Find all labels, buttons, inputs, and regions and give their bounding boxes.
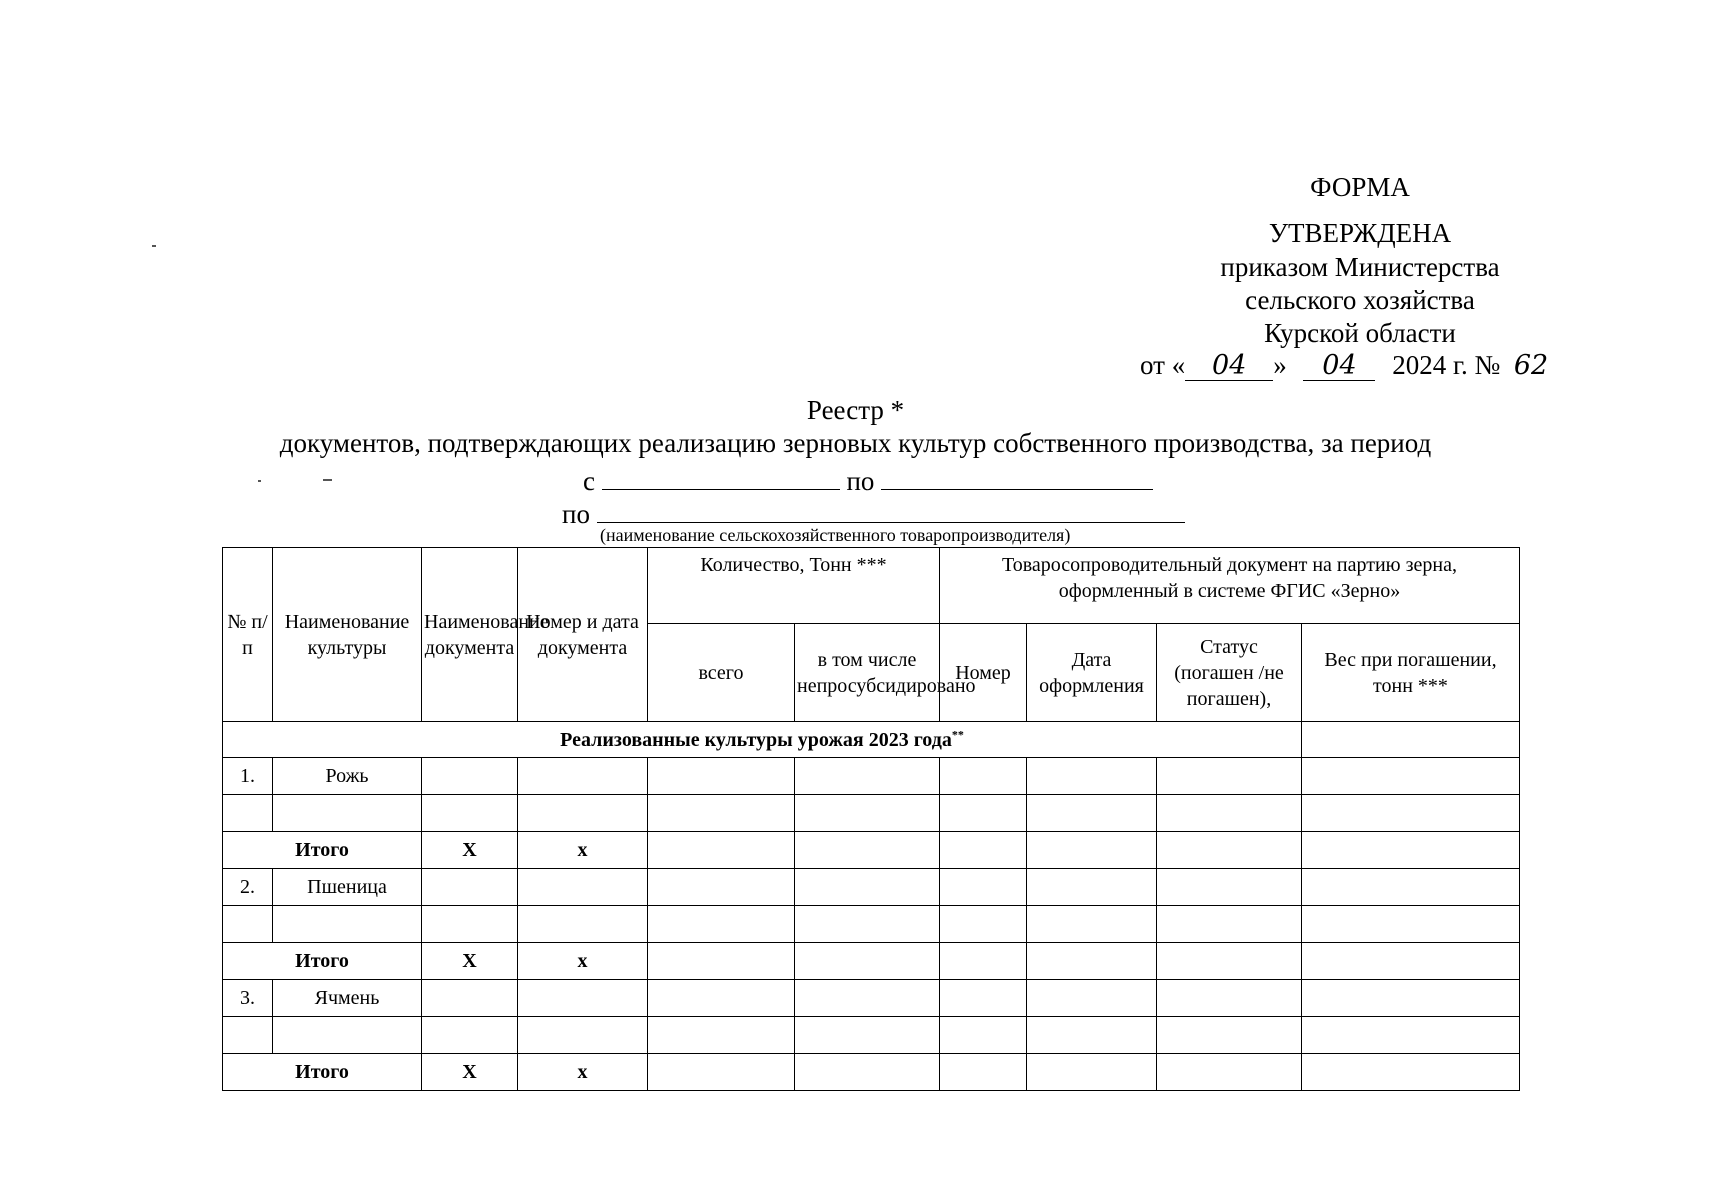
table-cell[interactable] — [795, 943, 940, 980]
date-quote-close: » — [1273, 350, 1287, 380]
total-doc-mark: Х — [422, 1054, 518, 1091]
section-title-footnote: ** — [951, 726, 964, 741]
register-table — [222, 547, 1520, 1091]
table-cell[interactable] — [648, 795, 795, 832]
crop-row — [223, 758, 1520, 795]
table-cell[interactable] — [648, 943, 795, 980]
table-cell[interactable] — [1302, 1054, 1520, 1091]
table-cell[interactable] — [1302, 795, 1520, 832]
table-cell[interactable] — [1027, 795, 1157, 832]
col-header-crop: Наименование культуры — [273, 548, 422, 722]
table-cell[interactable] — [1027, 1017, 1157, 1054]
approval-line-ministry: приказом Министерства — [1220, 252, 1500, 282]
table-cell[interactable] — [422, 1017, 518, 1054]
crop-row-num: 3. — [223, 980, 273, 1017]
scan-speck — [152, 245, 156, 247]
table-cell[interactable] — [518, 795, 648, 832]
col-header-fgis-status: Статус (погашен /не погашен), — [1157, 624, 1302, 722]
scan-speck — [323, 479, 332, 481]
crop-row-num: 1. — [223, 758, 273, 795]
col-header-doc-name: Наименование документа — [422, 548, 518, 722]
table-cell[interactable] — [422, 980, 518, 1017]
table-cell[interactable] — [1027, 758, 1157, 795]
table-cell[interactable] — [648, 1017, 795, 1054]
register-title: Реестр * — [806, 395, 905, 425]
col-header-qty-unsubsidized: в том числе непросубсидировано — [795, 624, 940, 722]
table-cell[interactable] — [1157, 1017, 1302, 1054]
col-header-quantity: Количество, Тонн *** — [648, 548, 940, 624]
table-cell[interactable] — [940, 1054, 1027, 1091]
period-from-field[interactable] — [602, 463, 840, 490]
approval-line-region: Курской области — [1264, 318, 1456, 348]
col-header-fgis-date: Дата оформления — [1027, 624, 1157, 722]
table-cell[interactable] — [795, 980, 940, 1017]
crop-row — [223, 980, 1520, 1017]
table-cell[interactable] — [223, 906, 273, 943]
period-to-label: по — [846, 466, 875, 496]
table-cell[interactable] — [518, 869, 648, 906]
table-cell[interactable] — [940, 795, 1027, 832]
col-header-fgis-document: Товаросопроводительный документ на партию зерна, оформленный в системе ФГИС «Зерно» — [940, 548, 1520, 624]
total-number-mark: х — [518, 832, 648, 869]
period-line — [583, 463, 1153, 497]
table-cell[interactable] — [1157, 758, 1302, 795]
table-cell[interactable] — [648, 869, 795, 906]
total-doc-mark: Х — [422, 943, 518, 980]
table-cell[interactable] — [1302, 832, 1520, 869]
table-cell[interactable] — [795, 906, 940, 943]
table-cell[interactable] — [1302, 980, 1520, 1017]
table-cell[interactable] — [223, 795, 273, 832]
table-cell[interactable] — [795, 1017, 940, 1054]
producer-label: по — [562, 499, 590, 529]
table-cell[interactable] — [795, 758, 940, 795]
table-cell[interactable] — [1027, 1054, 1157, 1091]
table-cell[interactable] — [1302, 722, 1520, 758]
blank-row — [223, 795, 1520, 832]
table-cell[interactable] — [940, 943, 1027, 980]
approval-date-line — [1140, 350, 1555, 381]
scan-speck — [258, 480, 261, 482]
table-cell[interactable] — [422, 906, 518, 943]
table-cell[interactable] — [1302, 758, 1520, 795]
table-cell[interactable] — [1157, 906, 1302, 943]
table-cell[interactable] — [273, 906, 422, 943]
table-cell[interactable] — [518, 758, 648, 795]
table-cell[interactable] — [422, 869, 518, 906]
crop-row-num: 2. — [223, 869, 273, 906]
producer-caption: (наименование сельскохозяйственного товаропроизводителя) — [600, 525, 1071, 545]
table-cell[interactable] — [1302, 943, 1520, 980]
table-cell[interactable] — [1027, 906, 1157, 943]
table-cell[interactable] — [795, 795, 940, 832]
header-row-top — [223, 548, 1520, 624]
table-cell[interactable] — [648, 832, 795, 869]
date-prefix: от « — [1140, 350, 1186, 380]
table-cell[interactable] — [1302, 906, 1520, 943]
table-cell[interactable] — [1027, 869, 1157, 906]
total-number-mark: х — [518, 1054, 648, 1091]
handwritten-day: 04 — [1185, 352, 1273, 381]
blank-row — [223, 1017, 1520, 1054]
total-row — [223, 943, 1520, 980]
producer-name-field[interactable] — [597, 496, 1185, 523]
section-title-text: Реализованные культуры урожая 2023 года — [560, 728, 952, 751]
table-cell[interactable] — [518, 1017, 648, 1054]
section-title — [223, 722, 1302, 758]
total-row — [223, 1054, 1520, 1091]
total-label: Итого — [223, 832, 422, 869]
blank-row — [223, 906, 1520, 943]
table-cell[interactable] — [273, 1017, 422, 1054]
table-cell[interactable] — [940, 980, 1027, 1017]
table-cell[interactable] — [795, 1054, 940, 1091]
form-label: ФОРМА — [1310, 172, 1410, 202]
table-cell[interactable] — [422, 795, 518, 832]
table-cell[interactable] — [1157, 980, 1302, 1017]
col-header-doc-number: Номер и дата документа — [518, 548, 648, 722]
col-header-num: № п/п — [223, 548, 273, 722]
register-subtitle: документов, подтверждающих реализацию зерновых культур собственного производства, за период — [279, 428, 1432, 458]
table-cell[interactable] — [1157, 1054, 1302, 1091]
col-header-fgis-weight: Вес при погашении, тонн *** — [1302, 624, 1520, 722]
table-cell[interactable] — [273, 795, 422, 832]
table-cell[interactable] — [795, 832, 940, 869]
total-label: Итого — [223, 1054, 422, 1091]
table-cell[interactable] — [422, 758, 518, 795]
table-cell[interactable] — [1157, 869, 1302, 906]
table-cell[interactable] — [940, 1017, 1027, 1054]
table-cell[interactable] — [1027, 943, 1157, 980]
table-cell[interactable] — [648, 980, 795, 1017]
table-cell[interactable] — [1302, 1017, 1520, 1054]
table-cell[interactable] — [940, 832, 1027, 869]
table-cell[interactable] — [518, 980, 648, 1017]
table-cell[interactable] — [518, 906, 648, 943]
total-label: Итого — [223, 943, 422, 980]
table-cell[interactable] — [648, 906, 795, 943]
table-cell[interactable] — [1157, 832, 1302, 869]
table-cell[interactable] — [1157, 795, 1302, 832]
table-cell[interactable] — [940, 758, 1027, 795]
section-row — [223, 722, 1520, 758]
crop-row — [223, 869, 1520, 906]
total-row — [223, 832, 1520, 869]
date-year-number: 2024 г. № — [1392, 350, 1501, 380]
table-cell[interactable] — [940, 869, 1027, 906]
table-cell[interactable] — [1027, 832, 1157, 869]
total-doc-mark: Х — [422, 832, 518, 869]
period-from-label: с — [583, 466, 595, 496]
crop-row-name: Ячмень — [273, 980, 422, 1017]
table-cell[interactable] — [1157, 943, 1302, 980]
table-cell[interactable] — [940, 906, 1027, 943]
table-cell[interactable] — [648, 1054, 795, 1091]
table-cell[interactable] — [1027, 980, 1157, 1017]
col-header-qty-total: всего — [648, 624, 795, 722]
period-to-field[interactable] — [881, 463, 1153, 490]
table-cell[interactable] — [223, 1017, 273, 1054]
handwritten-month: 04 — [1303, 352, 1375, 381]
crop-row-name: Рожь — [273, 758, 422, 795]
col-header-fgis-number: Номер — [940, 624, 1027, 722]
table-cell[interactable] — [648, 758, 795, 795]
table-cell[interactable] — [1302, 869, 1520, 906]
crop-row-name: Пшеница — [273, 869, 422, 906]
handwritten-order-number: 62 — [1513, 350, 1549, 381]
table-cell[interactable] — [795, 869, 940, 906]
approval-line-agriculture: сельского хозяйства — [1245, 285, 1475, 315]
total-number-mark: х — [518, 943, 648, 980]
approved-label: УТВЕРЖДЕНА — [1268, 218, 1452, 248]
